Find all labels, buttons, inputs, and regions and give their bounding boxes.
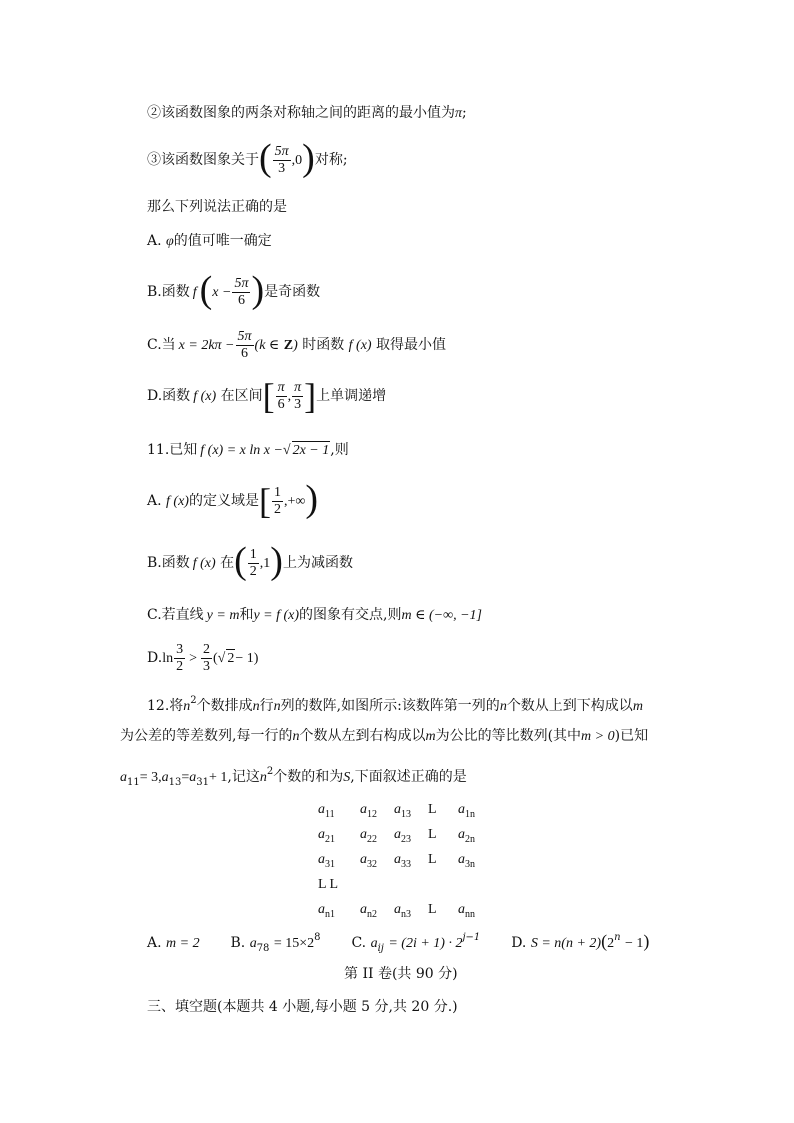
section-3-title-text: 三、填空题(本题共 4 小题,每小题 5 分,共 20 分.) [147,999,458,1015]
expression: f (x) = x ln x − [200,443,283,458]
fraction-5pi-6: $\frac{5\pi}{6}$ [237,328,252,361]
condition-3-text: ③该函数图象关于 [147,152,259,168]
option-text: 是奇函数 [264,284,321,300]
equals: = [181,770,190,785]
subscript: 11 [127,777,140,788]
fraction-3-2: $\frac{3}{2}$ [176,641,184,674]
text: 个数的和为 [273,769,344,785]
var-n: n [259,770,267,785]
infinity: ,+∞ [283,494,306,509]
var-a: a [161,770,169,785]
text: 个数从左到右构成以 [299,728,426,744]
text: 个数从上到下构成以 [506,698,633,714]
q11-option-a: A. f (x)的定义域是[ $\frac{1}{2}$ ,+∞) [147,478,318,521]
pi-symbol: π [455,106,463,121]
sqrt-content: 2x − 1 [292,443,330,458]
greater-than: > [189,651,197,666]
q11-option-d: D.ln $\frac{3}{2}$ > $\frac{2}{3}$ (√ 2− 1) [147,641,259,674]
question-12-line-2 [120,726,648,747]
interval-end: ,1 [259,556,271,571]
q10-option-a [147,231,272,252]
option-label: B.函数 [147,555,190,571]
section-3-title [147,997,458,1017]
option-text: 上为减函数 [282,555,353,571]
q11-option-b: B.函数 f (x) 在( $\frac{1}{2}$ ,1)上为减函数 [147,540,353,582]
fraction-5pi-6: $\frac{5\pi}{6}$ [234,275,249,308]
question-10-prompt [147,197,287,217]
q12-option-b: B. $a_{78} = 15\times 2^8$ [230,932,321,954]
text: 为公比的等比数列(其中 [435,728,582,744]
sqrt-content: 2 [227,651,235,666]
var-n: n [252,699,260,714]
option-label: C.当 [147,337,176,353]
text: 为公差的等差数列,每一行的 [120,728,293,744]
plus-one: + 1 [209,770,228,785]
var-n: n [183,699,191,714]
condition-2 [147,103,467,124]
question-11-stem: 11.已知 f (x) = x ln x −√ 2x − 1,则 [147,442,349,458]
option-text: 时函数 [302,337,345,353]
matrix-row-1: $a_{11}$ $a_{12}$ $a_{13}$ L $a_{1n}$ [318,802,475,820]
expression: y = f (x) [253,608,300,623]
function-name: f [192,285,197,300]
condition-3: ③该函数图象关于( $\frac{5\pi}{3}$ ,0)对称; [147,137,348,179]
section-2-title-text: 第 II 卷(共 90 分) [344,966,458,982]
q10-option-c [147,325,446,366]
condition: m > 0 [581,729,615,744]
option-label: D. [147,650,163,666]
subscript: 31 [196,777,210,788]
var-n: n [273,699,281,714]
text: ,下面叙述正确的是 [350,769,467,785]
option-text: 在区间 [220,388,263,404]
var-a: a [120,770,127,785]
matrix-row-2: $a_{21}$ $a_{22}$ $a_{23}$ L $a_{2n}$ [318,827,475,845]
section-2-title [344,964,458,984]
expression: y = m [206,608,240,623]
superscript: 2 [266,766,274,777]
option-label: D.函数 [147,388,191,404]
option-label: A. [147,233,162,249]
text: 12.将 [147,698,184,714]
option-text: 和 [239,607,254,623]
paren-close: − 1) [235,651,259,666]
var-n: n [499,699,507,714]
fraction-2-3: $\frac{2}{3}$ [202,641,210,674]
q12-options [147,928,649,959]
separator: , [287,389,292,404]
text: )已知 [614,728,649,744]
question-11-label: 11.已知 [147,442,198,458]
option-text: 取得最小值 [376,337,447,353]
var-m: m [632,699,643,714]
question-12-line-1 [147,691,643,717]
superscript: 2 [190,695,197,706]
q12-option-a: A. m = 2 [147,935,200,951]
option-label: A. [147,493,162,509]
matrix-row-3: $a_{31}$ $a_{32}$ $a_{33}$ L $a_{3n}$ [318,852,475,870]
point-second-coordinate: ,0 [291,153,303,168]
var-n: n [292,729,300,744]
paren-open: ( [212,651,218,666]
ln-function: ln [162,651,174,666]
subscript: 13 [168,777,182,788]
condition-3-end: 对称; [314,152,348,168]
stem-end: ,则 [330,442,349,458]
expression: x = 2kπ − [178,338,235,353]
fraction-5pi-3: $\frac{5\pi}{3}$ [274,143,289,176]
var-s: S [343,770,351,785]
option-text: 的定义域是 [188,493,259,509]
question-10-prompt-text: 那么下列说法正确的是 [147,199,287,215]
q10-option-b: B.函数 f(x − $\frac{5\pi}{6}$ )是奇函数 [147,269,321,311]
number-matrix [318,802,518,927]
question-12-line-3 [120,762,467,793]
text: ,记这 [227,769,260,785]
function: f (x) [192,556,216,571]
expression: x − [212,285,232,300]
range: m ∈ (−∞, −1] [401,608,482,623]
option-text: 的图象有交点,则 [299,607,402,623]
equation: = 3, [139,770,162,785]
fraction-1-2: $\frac{1}{2}$ [249,546,257,579]
q12-option-c: C. $a_{ij} = (2i + 1) \cdot 2^{j-1}$ [351,932,481,954]
text: 行 [259,698,274,714]
condition: (k ∈ [254,338,280,353]
option-label: B.函数 [147,284,190,300]
var-m: m [425,729,436,744]
integer-set: Z [283,338,294,353]
option-label: C.若直线 [147,607,204,623]
fraction-pi-3: $\frac{\pi}{3}$ [294,379,302,412]
q10-option-d: D.函数 f (x) 在区间[ $\frac{\pi}{6}$ , $\frac{\pi}{3}$ ]上单调递增 [147,376,387,416]
option-text: 的值可唯一确定 [173,233,272,249]
condition-end: ) [293,338,298,353]
condition-2-text: ②该函数图象的两条对称轴之间的距离的最小值为 [147,105,455,121]
option-text: 上单调递增 [316,388,387,404]
matrix-row-ellipsis: L L [318,877,339,892]
function: f (x) [166,494,189,509]
var-a: a [189,770,197,785]
option-text: 在 [220,555,235,571]
q11-option-c [147,605,482,626]
phi-symbol: φ [166,234,174,249]
q12-option-d: D. $S = n(n + 2)(2^n - 1)$ [511,931,650,951]
condition-2-end: ; [462,105,467,121]
fraction-1-2: $\frac{1}{2}$ [273,484,281,517]
function: f (x) [193,389,217,404]
matrix-row-n: $a_{n1}$ $a_{n2}$ $a_{n3}$ L $a_{nn}$ [318,902,475,920]
text: 个数排成 [196,698,253,714]
text: 列的数阵,如图所示:该数阵第一列的 [280,698,500,714]
function: f (x) [348,338,372,353]
fraction-pi-6: $\frac{\pi}{6}$ [277,379,285,412]
